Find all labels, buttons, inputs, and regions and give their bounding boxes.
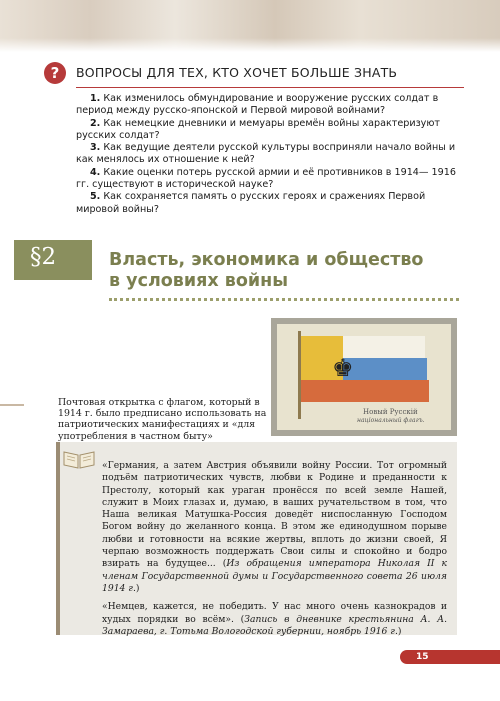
paragraph-number: §2 — [30, 244, 57, 270]
paragraph-title — [109, 250, 469, 292]
questions-section-title: ВОПРОСЫ ДЛЯ ТЕХ, КТО ХОЧЕТ БОЛЬШЕ ЗНАТЬ — [76, 65, 398, 80]
flag-stripe-red — [301, 380, 429, 402]
flag-postcard-image — [271, 318, 457, 436]
quote-paragraph: «Немцев, кажется, не победить. У нас много очень казнокрадов и худых порядки во всём». (Запись в дневнике крестьянина А. А. Замараева, г. Тотьма Вологодской губернии, ноябрь 1916 г.) — [102, 601, 447, 637]
margin-mark — [0, 404, 24, 406]
postcard — [277, 324, 451, 430]
photo-caption: Почтовая открытка с флагом, который в 1914 г. было предписано использовать на патриотических манифестациях и «для употребления в частном быту» — [58, 397, 267, 442]
question-item: 5. Как сохраняется память о русских героях и сражениях Первой мировой войны? — [76, 191, 426, 215]
questions-list — [76, 93, 464, 216]
page-number: 15 — [416, 652, 429, 662]
question-item: 1. Как изменилось обмундирование и вооружение русских солдат в период между русско-японской и Первой мировой войнами? — [76, 93, 439, 117]
double-headed-eagle-icon: ♚ — [332, 354, 354, 382]
question-item: 2. Как немецкие дневники и мемуары времён войны характеризуют русских солдат? — [76, 117, 441, 141]
quote-paragraph: «Германия, а затем Австрия объявили войну России. Тот огромный подъём патриотических чувств, любви к Родине и преданности к Престолу, который как ураган пронёсся по всей земле Нашей, служит в Моих глазах и, думаю, в ваших ручательством в том, что Наша великая Матушка-Россия доведёт ниспосланную Господом Богом войну до желанного конца. В этом же единодушном порыве любви и готовности на всякие жертвы, вплоть до жизни своей, Я черпаю возможность поддержать Свои силы и спокойно и бодро взирать на будущее... (Из обращения императора Николая II к членам Государственной думы и Государственного совета 26 июля 1914 г.) — [102, 460, 448, 594]
flag-canton — [301, 336, 354, 382]
section-divider — [76, 87, 464, 88]
question-item: 3. Как ведущие деятели русской культуры восприняли начало войны и как менялось их отношение к ней? — [76, 142, 456, 166]
paragraph-number-badge — [14, 240, 92, 280]
postcard-caption-line2: національный флагъ. — [357, 417, 425, 424]
quote-box-bar — [56, 442, 60, 635]
dotted-divider — [109, 298, 459, 301]
header-photo-strip — [0, 0, 500, 52]
postcard-caption-line1: Новый Русскій — [363, 408, 418, 416]
quote-text — [102, 460, 447, 644]
questions-header — [44, 62, 464, 84]
open-book-icon — [62, 446, 96, 470]
paragraph-title-line2: в условиях войны — [109, 271, 289, 291]
question-item: 4. Какие оценки потерь русской армии и её противников в 1914— 1916 гг. существуют в исторической науке? — [76, 166, 456, 191]
question-mark-icon: ? — [44, 62, 66, 84]
quote-source: Из обращения императора Николая II к членам Государственной думы и Государственного совета 26 июля 1914 г. — [102, 558, 448, 594]
paragraph-title-line1: Власть, экономика и общество — [109, 250, 424, 270]
page-number-tab — [400, 650, 500, 664]
quote-source: Запись в дневнике крестьянина А. А. Замараева, г. Тотьма Вологодской губернии, ноябрь 1916 г. — [102, 613, 447, 637]
